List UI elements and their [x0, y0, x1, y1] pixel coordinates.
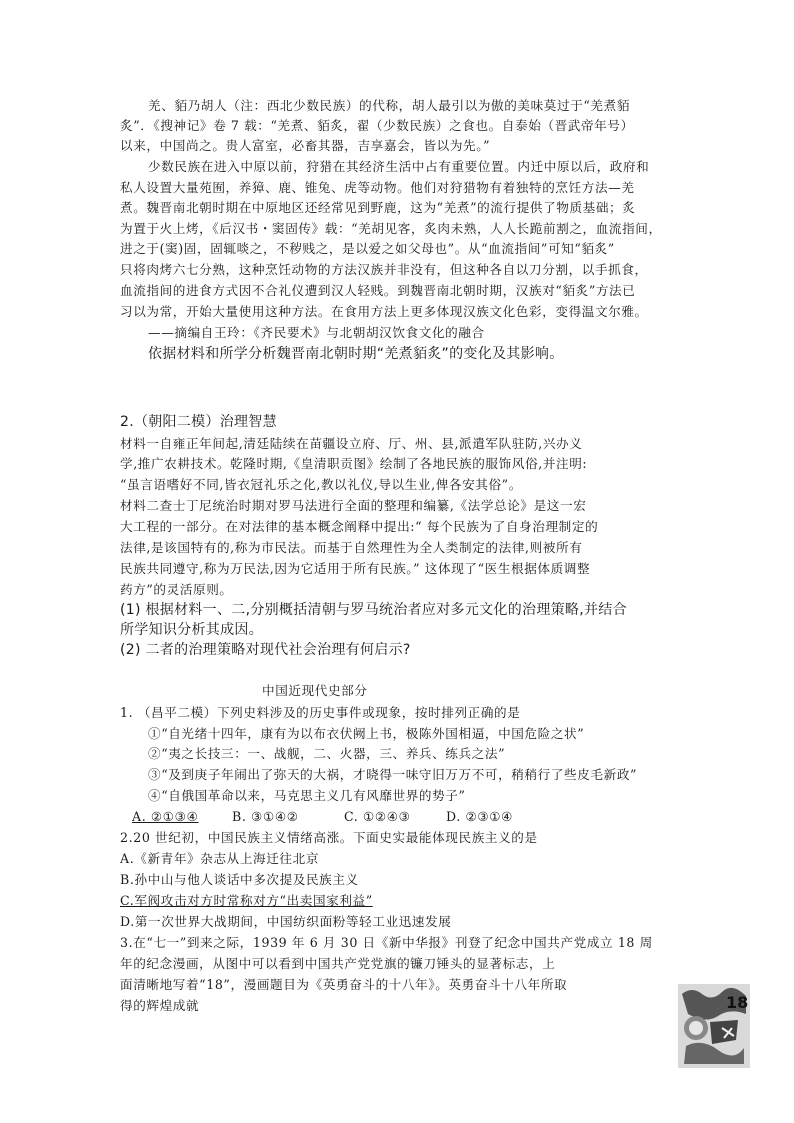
- q2-material2-line-4: 民族共同遵守,称为万民法,因为它适用于所有民族。” 这体现了“医生根据体质调整: [120, 561, 591, 576]
- q2b-option-d: D.第一次世界大战期间，中国纺织面粉等轻工业迅速发展: [120, 914, 452, 929]
- q1-option-d: D. ②③①④: [446, 809, 514, 824]
- q1-stem: 1. （昌平二模）下列史料涉及的历史事件或现象，按时排列正确的是: [120, 705, 521, 720]
- q2-subquestion-1b: 所学知识分析其成因。: [120, 622, 263, 638]
- section-title: 中国近现代史部分: [262, 683, 368, 698]
- passage1-line-1: 羌、貊乃胡人（注：西北少数民族）的代称，胡人最引以为傲的美味莫过于“羌煮貊: [148, 98, 631, 113]
- q1-option-b: B. ③①④②: [232, 809, 299, 824]
- q1-option-c: C. ①②④③: [344, 809, 411, 824]
- q3-line-4: 得的辉煌成就: [120, 998, 200, 1013]
- passage1-line-8: 进之于(窦)固，固辄啖之，不秽贱之，是以爱之如父母也”。从“血流指间”可知“貊炙”: [120, 241, 615, 256]
- passage1-line-11: 习以为常，开始大量使用这种方法。在食用方法上更多体现汉族文化色彩，变得温文尔雅。: [120, 304, 648, 319]
- passage1-line-10: 血流指间的进食方式因不合礼仪遭到汉人轻贱。到魏晋南北朝时期，汉族对“貊炙”方法已: [120, 283, 636, 298]
- q2b-stem: 2.20 世纪初，中国民族主义情绪高涨。下面史实最能体现民族主义的是: [120, 830, 538, 845]
- cartoon-illustration: [678, 984, 750, 1068]
- q2-material1-line-3: “虽言语嗜好不同,皆衣冠礼乐之化,教以礼仪,导以生业,俾各安其俗”。: [120, 477, 522, 492]
- q2b-option-a: A.《新青年》杂志从上海迁往北京: [120, 851, 320, 866]
- q1-item-4: ④“自俄国革命以来，马克思主义几有风靡世界的势子”: [148, 788, 466, 803]
- passage1-line-5: 私人设置大量苑囿，养獐、鹿、锥兔、虎等动物。他们对狩猎物有着独特的烹饪方法—羌: [120, 180, 635, 195]
- passage1-source: ——摘编自王玲：《齐民要术》与北朝胡汉饮食文化的融合: [148, 325, 485, 340]
- q2-material2-line-3: 法律,是该国特有的,称为市民法。而基于自然理性为全人类制定的法律,则被所有: [120, 540, 583, 555]
- q2-material2-line-2: 大工程的一部分。在对法律的基本概念阐释中提出:“ 每个民族为了自身治理制定的: [120, 519, 599, 534]
- q1-option-a: A. ②①③④: [132, 809, 199, 824]
- q2-subquestion-2: (2) 二者的治理策略对现代社会治理有何启示?: [120, 642, 411, 658]
- passage1-line-4: 少数民族在进入中原以前，狩猎在其经济生活中占有重要位置。内迁中原以后，政府和: [148, 159, 650, 174]
- passage1-line-7: 为置于火上烤，《后汉书・窦固传》载：“羌胡见客，炙肉未熟，人人长跪前割之，血流指间，: [120, 221, 662, 236]
- q2-material2-line-5: 药方”的灵活原则。: [120, 582, 233, 597]
- q2-material2-line-1: 材料二查士丁尼统治时期对罗马法进行全面的整理和编纂,《法学总论》是这一宏: [120, 498, 587, 513]
- q3-line-3: 面清晰地写着“18”，漫画题目为《英勇奋斗的十八年》。英勇奋斗十八年所取: [120, 977, 568, 992]
- q1-item-2: ②“夷之长技三：一、战舰，二、火器，三、养兵、练兵之法”: [148, 746, 506, 761]
- q2-subquestion-1a: (1) 根据材料一、二,分别概括清朝与罗马统治者应对多元文化的治理策略,并结合: [120, 602, 627, 618]
- q2b-option-b: B.孙中山与他人谈话中多次提及民族主义: [120, 872, 359, 887]
- q2b-option-c: C.军阀攻击对方时常称对方“出卖国家利益”: [120, 893, 373, 908]
- cartoon-label: 18: [726, 993, 749, 1012]
- q2-material1-line-2: 学,推广农耕技术。乾隆时期,《皇清职贡图》绘制了各地民族的服饰风俗,并注明:: [120, 456, 588, 471]
- passage1-line-2: 炙”．《搜神记》卷 7 载：“羌煮、貊炙，翟（少数民族）之食也。自泰始（晋武帝年号）: [120, 118, 634, 133]
- q1-item-3: ③“及到庚子年闹出了弥天的大祸，才晓得一味守旧万万不可，稍稍行了些皮毛新政”: [148, 767, 638, 782]
- q3-line-1: 3.在“七一”到来之际，1939 年 6 月 30 日《新中华报》刊登了纪念中国共产党成立 18 周: [120, 935, 653, 950]
- passage1-question: 依据材料和所学分析魏晋南北朝时期“羌煮貊炙”的变化及其影响。: [148, 346, 564, 362]
- q2-material1-line-1: 材料一自雍正年间起,清廷陆续在苗疆设立府、厅、州、县,派遣军队驻防,兴办义: [120, 436, 583, 451]
- q2-title: 2.（朝阳二模）治理智慧: [120, 414, 277, 430]
- q3-line-2: 年的纪念漫画，从图中可以看到中国共产党党旗的镰刀锤头的显著标志，上: [120, 956, 556, 971]
- passage1-line-6: 煮。魏晋南北朝时期在中原地区还经常见到野鹿，这为“羌煮”的流行提供了物质基础；炙: [120, 200, 636, 215]
- passage1-line-9: 只将肉烤六七分熟，这种烹饪动物的方法汉族并非没有，但这种各自以刀分割，以手抓食，: [120, 262, 648, 277]
- passage1-line-3: 以来，中国尚之。贵人富室，必畜其器，吉享嘉会，皆以为先。”: [120, 138, 491, 153]
- q1-item-1: ①“自光绪十四年，康有为以布衣伏阙上书，极陈外国相逼，中国危险之状”: [148, 726, 585, 741]
